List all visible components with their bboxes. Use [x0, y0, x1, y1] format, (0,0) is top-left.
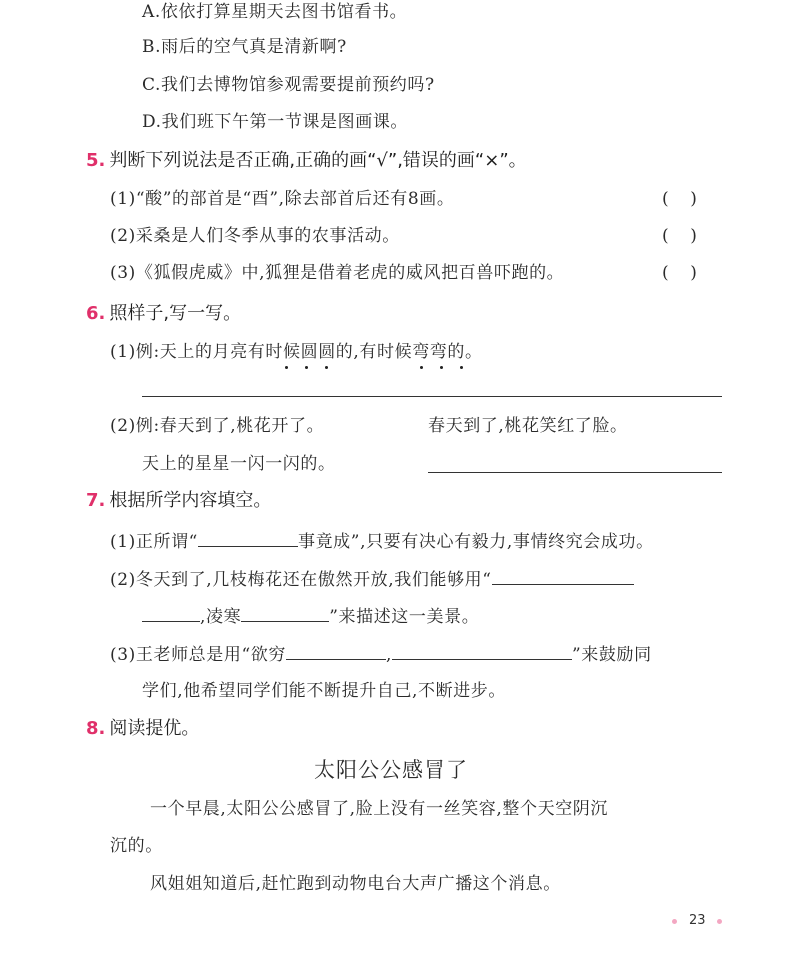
q7-item-3-b: ,	[385, 645, 392, 665]
q5-heading	[86, 148, 527, 174]
q5-answer-box-3[interactable]: ( )	[662, 263, 697, 283]
q7-item-2-c: ”来描述这一美景。	[329, 607, 480, 627]
emphasis-dot	[460, 366, 463, 369]
q4-option-a: A.依依打算星期天去图书馆看书。	[142, 2, 408, 22]
q7-item-3-cont: 学们,他希望同学们能不断提升自己,不断进步。	[142, 681, 507, 701]
fill-blank[interactable]	[241, 603, 329, 622]
q4-option-b: B.雨后的空气真是清新啊?	[142, 37, 347, 57]
q6-example-1: (1)例:天上的月亮有时候圆圆的,有时候弯弯的。	[110, 342, 483, 362]
q5-number: 5.	[86, 150, 106, 171]
q6-title: 照样子,写一写。	[109, 303, 242, 324]
page-dot-left	[672, 919, 677, 924]
q6-answer-line-2[interactable]	[428, 472, 722, 473]
fill-blank[interactable]	[142, 603, 200, 622]
emphasis-dot	[440, 366, 443, 369]
fill-blank[interactable]	[198, 528, 298, 547]
fill-blank[interactable]	[492, 566, 634, 585]
emphasis-dot	[305, 366, 308, 369]
q6-prompt: 天上的星星一闪一闪的。	[142, 454, 336, 474]
page-dot-right	[717, 919, 722, 924]
q7-item-1-a: (1)正所谓“	[110, 532, 198, 552]
q6-answer-line-1[interactable]	[142, 396, 722, 397]
q8-heading	[86, 716, 199, 742]
q7-item-3-a: (3)王老师总是用“欲穷	[110, 645, 286, 665]
q5-answer-box-2[interactable]: ( )	[662, 226, 697, 246]
q7-title: 根据所学内容填空。	[109, 490, 272, 511]
q5-item-2: (2)采桑是人们冬季从事的农事活动。	[110, 226, 400, 246]
story-title: 太阳公公感冒了	[314, 758, 468, 782]
q7-item-1-b: 事竟成”,只要有决心有毅力,事情终究会成功。	[297, 532, 654, 552]
q7-item-2-a: (2)冬天到了,几枝梅花还在傲然开放,我们能够用“	[110, 570, 492, 590]
q5-item-1: (1)“酸”的部首是“酉”,除去部首后还有8画。	[110, 189, 455, 209]
q7-heading	[86, 488, 271, 514]
emphasis-dot	[325, 366, 328, 369]
q5-item-3: (3)《狐假虎威》中,狐狸是借着老虎的威风把百兽吓跑的。	[110, 263, 565, 283]
story-paragraph-1: 一个早晨,太阳公公感冒了,脸上没有一丝笑容,整个天空阴沉	[150, 799, 609, 819]
q6-heading	[86, 301, 241, 327]
story-paragraph-2: 风姐姐知道后,赶忙跑到动物电台大声广播这个消息。	[150, 874, 561, 894]
q8-title: 阅读提优。	[109, 718, 200, 739]
story-paragraph-1-cont: 沉的。	[110, 836, 163, 856]
page-number: 23	[689, 913, 706, 928]
q6-number: 6.	[86, 303, 106, 324]
q7-item-2-cont	[142, 603, 479, 629]
q7-item-1	[110, 528, 654, 554]
q6-example-2b: 春天到了,桃花笑红了脸。	[428, 416, 628, 436]
q4-option-d: D.我们班下午第一节课是图画课。	[142, 112, 409, 132]
emphasis-dot	[420, 366, 423, 369]
q5-title: 判断下列说法是否正确,正确的画“√”,错误的画“×”。	[109, 150, 527, 171]
fill-blank[interactable]	[392, 641, 572, 660]
q6-example-2a: (2)例:春天到了,桃花开了。	[110, 416, 325, 436]
emphasis-dot	[285, 366, 288, 369]
q7-item-2	[110, 566, 634, 592]
q8-number: 8.	[86, 718, 106, 739]
q7-item-3	[110, 641, 652, 667]
q5-answer-box-1[interactable]: ( )	[662, 189, 697, 209]
q7-number: 7.	[86, 490, 106, 511]
q7-item-3-c: ”来鼓励同	[572, 645, 652, 665]
fill-blank[interactable]	[286, 641, 386, 660]
q7-item-2-b: ,凌寒	[200, 607, 242, 627]
q4-option-c: C.我们去博物馆参观需要提前预约吗?	[142, 75, 435, 95]
